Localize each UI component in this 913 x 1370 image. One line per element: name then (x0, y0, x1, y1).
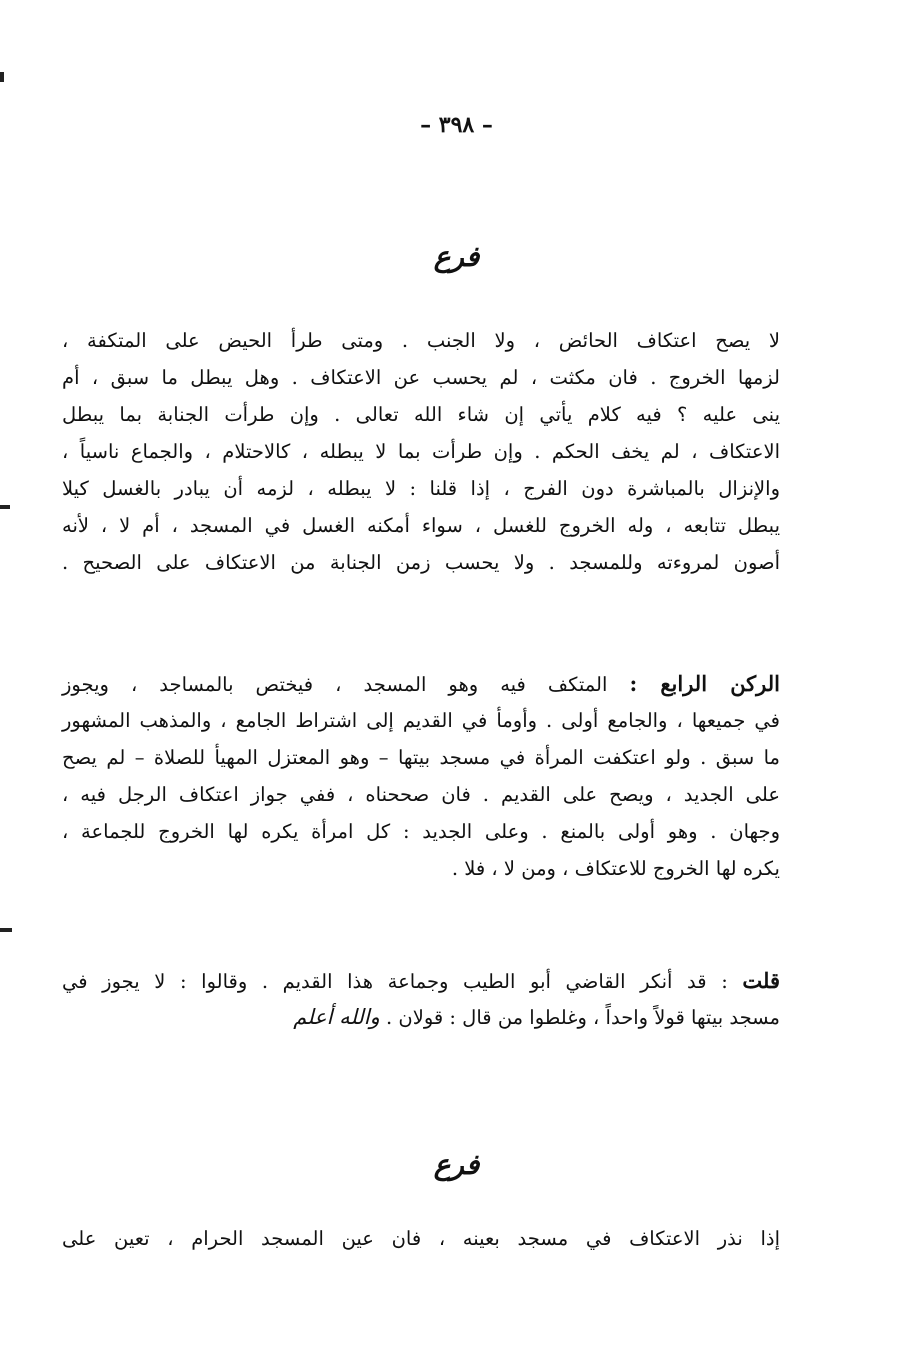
text-line (62, 665, 780, 702)
paragraph (62, 962, 780, 1036)
text-line: في جميعها ، والجامع أولى . وأومأ في القديم إلى اشتراط الجامع ، والمذهب المشهور (62, 709, 780, 732)
text-line: أصون لمروءته وللمسجد . ولا يحسب زمن الجنابة من الاعتكاف على الصحيح . (62, 551, 780, 574)
text-line: الاعتكاف ، لم يخف الحكم . وإن طرأت بما لا يبطله ، كالاحتلام ، والجماع ناسياً ، (62, 440, 780, 463)
text-line: إذا نذر الاعتكاف في مسجد بعينه ، فان عين المسجد الحرام ، تعين على (62, 1227, 780, 1250)
text-line: لا يصح اعتكاف الحائض ، ولا الجنب . ومتى طرأ الحيض على المتكفة ، (62, 329, 780, 352)
scan-margin-mark (0, 505, 10, 509)
text-line: ما سبق . ولو اعتكفت المرأة في مسجد بيتها – وهو المعتزل المهيأ للصلاة – لم يصح (62, 746, 780, 769)
page-number: – ٣٩٨ – (420, 112, 493, 138)
text-fragment: المتكف فيه وهو المسجد ، فيختص بالمساجد ، ويجوز (62, 673, 608, 696)
text-line: على الجديد ، ويصح على القديم . فان صححناه ، ففي جواز اعتكاف الرجل فيه ، (62, 783, 780, 806)
text-line: يبطل تتابعه ، وله الخروج للغسل ، سواء أمكنه الغسل في المسجد ، أم لا ، لأنه (62, 514, 780, 537)
text-line: والإنزال بالمباشرة دون الفرج ، إذا قلنا : لا يبطله ، لزمه أن يبادر بالغسل كيلا (62, 477, 780, 500)
scan-margin-mark (0, 928, 12, 932)
text-line: ينى عليه ؟ فيه كلام يأتي إن شاء الله تعالى . وإن طرأت الجنابة بما يبطل (62, 403, 780, 426)
text-line: يكره لها الخروج للاعتكاف ، ومن لا ، فلا . (451, 857, 780, 880)
paragraph-lead: قلت (742, 968, 781, 993)
paragraph-lead: الركن الرابع : (629, 671, 780, 696)
closing-signature: والله أعلم (293, 1005, 380, 1029)
section-heading: فرع (433, 240, 480, 273)
text-line (62, 962, 780, 999)
section-heading: فرع (433, 1148, 480, 1181)
paragraph (62, 1220, 780, 1257)
text-line: لزمها الخروج . فان مكثت ، لم يحسب عن الاعتكاف . وهل يبطل ما سبق ، أم (62, 366, 780, 389)
paragraph (62, 665, 780, 887)
text-line: وجهان . وهو أولى بالمنع . وعلى الجديد : كل امرأة يكره لها الخروج للجماعة ، (62, 820, 780, 843)
text-fragment: : قد أنكر القاضي أبو الطيب وجماعة هذا القديم . وقالوا : لا يجوز في (62, 970, 728, 993)
scan-margin-mark (0, 72, 4, 82)
paragraph (62, 322, 780, 581)
text-line (62, 999, 780, 1036)
text-fragment: مسجد بيتها قولاً واحداً ، وغلطوا من قال : قولان . (385, 1006, 780, 1029)
